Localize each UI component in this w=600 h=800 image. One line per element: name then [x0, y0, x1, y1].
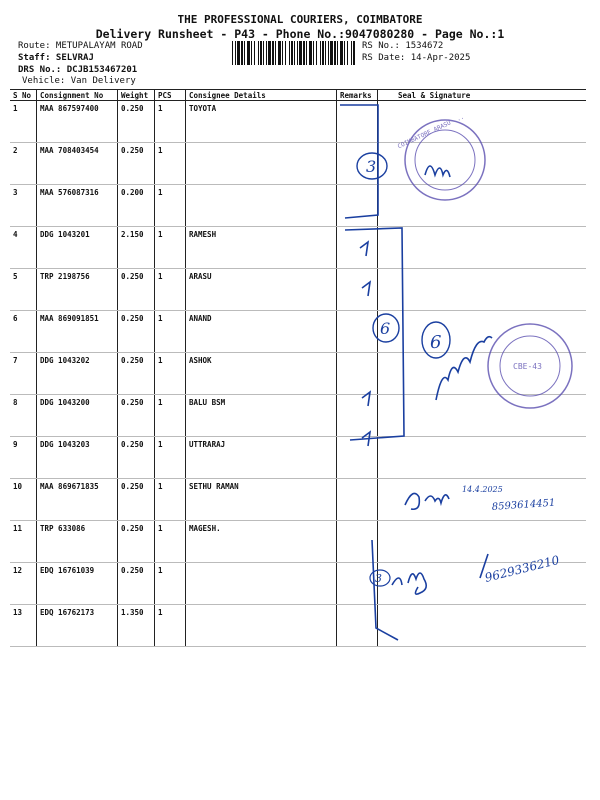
cell-seal	[378, 227, 587, 269]
cell-sno: 9	[10, 437, 37, 479]
table-row	[10, 437, 586, 479]
signature-phone-2: 9629336210	[483, 552, 561, 585]
cell-consignment: DDG 1043202	[37, 353, 118, 395]
mark-six-b: 6	[430, 332, 442, 353]
cell-consignee: ARASU	[186, 269, 337, 311]
cell-weight: 0.250	[118, 101, 155, 143]
mark-three-b: 3	[375, 572, 382, 585]
cell-seal	[378, 143, 587, 185]
cell-sno: 12	[10, 563, 37, 605]
cell-remarks	[337, 521, 378, 563]
cell-remarks	[337, 101, 378, 143]
cell-weight: 0.200	[118, 185, 155, 227]
cell-seal	[378, 563, 587, 605]
cell-pcs: 1	[155, 479, 186, 521]
cell-sno: 2	[10, 143, 37, 185]
runsheet-table	[10, 89, 586, 647]
cell-pcs: 1	[155, 311, 186, 353]
cell-consignee: ANAND	[186, 311, 337, 353]
col-consignment: Consignment No	[37, 90, 118, 101]
cell-consignee	[186, 563, 337, 605]
cell-sno: 7	[10, 353, 37, 395]
cell-sno: 5	[10, 269, 37, 311]
cell-sno: 3	[10, 185, 37, 227]
cell-consignee: BALU BSM	[186, 395, 337, 437]
cell-consignee: UTTRARAJ	[186, 437, 337, 479]
cell-pcs: 1	[155, 563, 186, 605]
cell-sno: 4	[10, 227, 37, 269]
col-sno: S No	[10, 90, 37, 101]
table-row	[10, 185, 586, 227]
cell-consignment: DDG 1043200	[37, 395, 118, 437]
cell-seal	[378, 437, 587, 479]
cell-weight: 0.250	[118, 563, 155, 605]
cell-weight: 0.250	[118, 143, 155, 185]
cell-remarks	[337, 143, 378, 185]
col-weight: Weight	[118, 90, 155, 101]
col-seal: Seal & Signature	[378, 90, 587, 101]
cell-consignment: TRP 633086	[37, 521, 118, 563]
cell-consignment: MAA 869671835	[37, 479, 118, 521]
cell-consignment: MAA 576087316	[37, 185, 118, 227]
barcode	[232, 41, 356, 65]
table-row	[10, 311, 586, 353]
cell-seal	[378, 479, 587, 521]
cell-seal	[378, 395, 587, 437]
table-row	[10, 227, 586, 269]
cell-consignment: MAA 869091851	[37, 311, 118, 353]
col-remarks: Remarks	[337, 90, 378, 101]
cell-consignee: MAGESH.	[186, 521, 337, 563]
cell-consignment: DDG 1043203	[37, 437, 118, 479]
cell-remarks	[337, 563, 378, 605]
cell-consignee: ASHOK	[186, 353, 337, 395]
cell-consignee	[186, 605, 337, 647]
cell-remarks	[337, 395, 378, 437]
cell-weight: 0.250	[118, 353, 155, 395]
cell-sno: 6	[10, 311, 37, 353]
stamp2-text: CBE-43	[513, 362, 542, 371]
table-row	[10, 479, 586, 521]
cell-sno: 8	[10, 395, 37, 437]
cell-consignee: SETHU RAMAN	[186, 479, 337, 521]
cell-remarks	[337, 227, 378, 269]
cell-remarks	[337, 311, 378, 353]
cell-consignment: EDQ 16762173	[37, 605, 118, 647]
col-consignee: Consignee Details	[186, 90, 337, 101]
cell-weight: 0.250	[118, 395, 155, 437]
stamp1-text: COIMBATORE ARASU ...	[396, 113, 466, 151]
cell-remarks	[337, 479, 378, 521]
cell-remarks	[337, 353, 378, 395]
cell-pcs: 1	[155, 269, 186, 311]
cell-pcs: 1	[155, 437, 186, 479]
cell-seal	[378, 311, 587, 353]
cell-remarks	[337, 437, 378, 479]
cell-weight: 2.150	[118, 227, 155, 269]
cell-weight: 0.250	[118, 437, 155, 479]
cell-pcs: 1	[155, 143, 186, 185]
rs-number: RS No.: 1534672	[362, 41, 444, 51]
cell-pcs: 1	[155, 521, 186, 563]
cell-pcs: 1	[155, 395, 186, 437]
cell-consignee: RAMESH	[186, 227, 337, 269]
cell-consignment: TRP 2198756	[37, 269, 118, 311]
cell-weight: 0.250	[118, 269, 155, 311]
cell-seal	[378, 521, 587, 563]
route-info: Route: METUPALAYAM ROAD	[18, 41, 143, 51]
cell-weight: 0.250	[118, 479, 155, 521]
cell-consignee	[186, 185, 337, 227]
cell-pcs: 1	[155, 101, 186, 143]
cell-seal	[378, 185, 587, 227]
cell-sno: 11	[10, 521, 37, 563]
table-header-row	[10, 90, 586, 101]
cell-seal	[378, 605, 587, 647]
signature-date: 14.4.2025	[462, 485, 503, 494]
table-row	[10, 563, 586, 605]
cell-weight: 0.250	[118, 311, 155, 353]
signature-phone: 8593614451	[491, 497, 556, 513]
rs-date: RS Date: 14-Apr-2025	[362, 53, 471, 63]
col-pcs: PCS	[155, 90, 186, 101]
cell-pcs: 1	[155, 605, 186, 647]
cell-remarks	[337, 269, 378, 311]
drs-number: DRS No.: DCJB153467201	[18, 65, 138, 75]
cell-sno: 10	[10, 479, 37, 521]
cell-remarks	[337, 605, 378, 647]
mark-three-a: 3	[366, 157, 377, 176]
cell-pcs: 1	[155, 185, 186, 227]
cell-weight: 0.250	[118, 521, 155, 563]
cell-pcs: 1	[155, 353, 186, 395]
staff-info: Staff: SELVRAJ	[18, 53, 94, 63]
table-row	[10, 101, 586, 143]
cell-consignee	[186, 143, 337, 185]
cell-consignment: MAA 867597400	[37, 101, 118, 143]
cell-consignment: DDG 1043201	[37, 227, 118, 269]
cell-pcs: 1	[155, 227, 186, 269]
cell-seal	[378, 101, 587, 143]
cell-seal	[378, 269, 587, 311]
cell-seal	[378, 353, 587, 395]
vehicle-info: Vehicle: Van Delivery	[22, 76, 136, 86]
cell-sno: 1	[10, 101, 37, 143]
company-title: THE PROFESSIONAL COURIERS, COIMBATORE	[177, 13, 423, 26]
cell-sno: 13	[10, 605, 37, 647]
runsheet-subtitle: Delivery Runsheet - P43 - Phone No.:9047080280 - Page No.:1	[95, 27, 505, 41]
table-row	[10, 395, 586, 437]
cell-remarks	[337, 185, 378, 227]
mark-six-a: 6	[380, 319, 391, 338]
table-row	[10, 521, 586, 563]
table-row	[10, 269, 586, 311]
cell-consignee: TOYOTA	[186, 101, 337, 143]
table-row	[10, 143, 586, 185]
cell-consignment: EDQ 16761039	[37, 563, 118, 605]
cell-weight: 1.350	[118, 605, 155, 647]
cell-consignment: MAA 708403454	[37, 143, 118, 185]
table-row	[10, 353, 586, 395]
table-row	[10, 605, 586, 647]
